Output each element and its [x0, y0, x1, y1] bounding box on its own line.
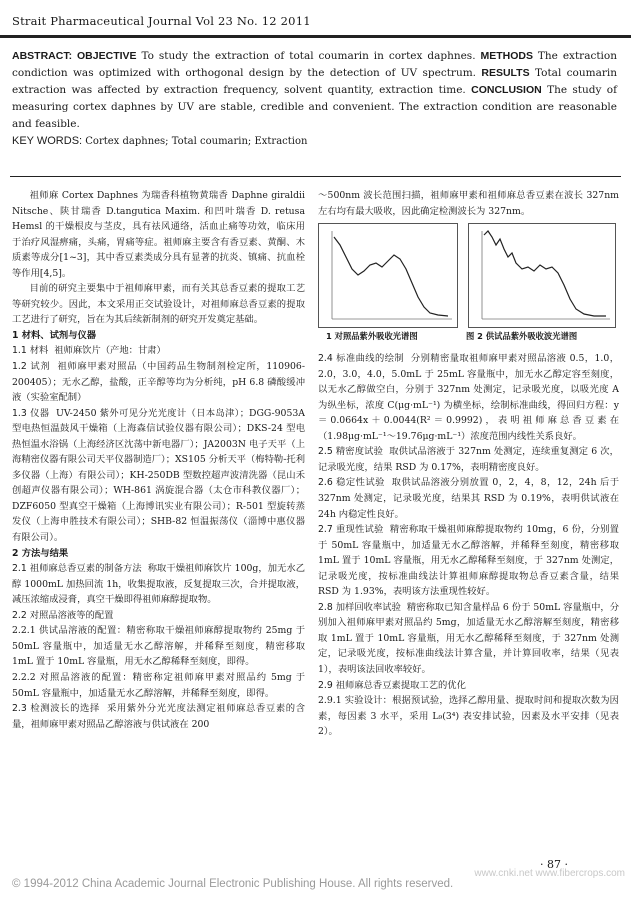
methods-label: METHODS — [480, 50, 533, 62]
conclusion-label: CONCLUSION — [471, 84, 542, 96]
section-2-9-heading: 2.9 祖师麻总香豆素提取工艺的优化 — [318, 679, 466, 691]
section-2-7-heading: 2.7 重现性试验 — [318, 524, 384, 536]
section-2-3-heading: 2.3 检测波长的选择 — [12, 703, 100, 715]
results-text: Total coumarin extraction was affected by extraction frequency, solvent quantity, extraction time. — [12, 67, 617, 96]
journal-header: Strait Pharmaceutical Journal Vol 23 No. 12 2011 — [12, 14, 311, 28]
section-2-1-heading: 2.1 祖师麻总香豆素的制备方法 — [12, 563, 142, 575]
header-rule — [0, 35, 631, 38]
left-column — [12, 188, 305, 848]
keywords-text: Cortex daphnes; Total coumarin; Extraction — [85, 136, 308, 147]
figure-1-frame — [319, 224, 458, 328]
figure-2-spectrum — [468, 223, 616, 328]
section-2-7-text: 精密称取干燥祖师麻醇提取物约 10mg，6 份，分别置于 50mL 容量瓶中，加适量无水乙醇溶解，并稀释至刻度，精密移取 1mL 置于 10mL 容量瓶，用无水乙醇稀释至刻度，于 327nm 处测定，记录吸光度，按标准曲线法计算祖师麻醇提取物总香豆素含量，结果 RSD 为 1.93%，表明该方法重现性较好。 — [318, 524, 619, 598]
section-2-2-2-text: 精密称定祖师麻甲素对照品约 5mg 于 50mL 容量瓶中，加适量无水乙醇溶解，并稀释至刻度，即得。 — [12, 671, 305, 699]
site-watermark: www.cnki.net www.fibercrops.com — [474, 868, 625, 879]
section-2-2-1-text: 精密称取干燥祖师麻醇提取物约 25mg 于 50mL 容量瓶中，加适量无水乙醇溶解，并稀释至刻度，精密移取 1mL 置于 10mL 容量瓶，用无水乙醇稀释至刻度，即得。 — [12, 625, 305, 668]
figure-1-spectrum — [318, 223, 458, 328]
methods-text: The extraction condiction was optimized with orthogonal design by the detection of UV spectrum. — [12, 50, 617, 79]
section-2-9-1-text: 根据预试验，选择乙醇用量、提取时间和提取次数为因素，每因素 3 水平，采用 L₉(3⁴) 表安排试验，因素及水平安排（见表 2）。 — [318, 695, 619, 738]
keywords-line — [12, 133, 617, 150]
section-2-4-text: 分别精密量取祖师麻甲素对照品溶液 0.5，1.0，2.0，3.0，4.0，5.0mL 于 25mL 容量瓶中，加无水乙醇定容至刻度，以无水乙醇做空白，分别于 327nm 处测定，记录吸光度，以吸光度 A 为纵坐标，浓度 C(μg·mL⁻¹) 为横坐标，绘制标准曲线，得回归方程：y＝0.0664x＋0.0044(R²＝0.9992)，表明祖师麻总香豆素在（1.98μg·mL⁻¹～19.76μg·mL⁻¹）浓度范围内线性关系良好。 — [318, 353, 619, 442]
abstract-rule — [10, 176, 621, 177]
section-2-4-heading: 2.4 标准曲线的绘制 — [318, 353, 405, 365]
section-2-6-text: 取供试品溶液分别放置 0，2，4，8，12，24h 后于 327nm 处测定，记录吸光度，结果其 RSD 为 0.19%，表明供试液在 24h 内稳定性良好。 — [318, 477, 619, 520]
section-2-5-text: 取供试品溶液于 327nm 处测定，连续重复测定 6 次，记录吸光度，结果 RSD 为 0.17%，表明精密度良好。 — [318, 446, 619, 473]
figure-2-caption: 图 2 供试品紫外吸收波光谱图 — [466, 331, 578, 342]
section-1-3-heading: 1.3 仪器 — [12, 407, 50, 419]
section-2-3-text: 采用紫外分光光度法测定祖师麻总香豆素的含量，祖师麻甲素对照品乙醇溶液与供试液在 200 — [12, 703, 305, 730]
section-1-3-text: UV-2450 紫外可见分光光度计（日本岛津）；DGG-9053A 型电热恒温鼓风干燥箱（上海森信试验仪器有限公司）；DKS-24 型电热恒温水浴锅（上海经济区沈荡中新电器厂）；JA2003N 电子天平（上海精密仪器有限公司天平仪器制造厂）；XS105 分析天平（梅特勒-托利多仪器（上海）有限公司）；KH-250DB 型数控超声波清洗器（昆山禾创超声仪器有限公司）；WH-861 涡旋混合器（太仓市科教仪器厂）；DZF6050 型真空干燥箱（上海博讯实业有限公司）；R-501 型旋转蒸发仪（上海申胜技术有限公司）；SHB-82 恒温振荡仪（淄博中惠仪器有限公司）。 — [12, 407, 305, 544]
copyright-footer: © 1994-2012 China Academic Journal Electronic Publishing House. All rights reserved. — [12, 878, 454, 890]
section-2-9-1-heading: 2.9.1 实验设计： — [318, 695, 393, 707]
conclusion-text: The study of measuring cortex daphnes by UV are stable, credible and convenient. The extraction condition are reasonable and feasible. — [12, 84, 617, 130]
section-2-heading: 2 方法与结果 — [12, 547, 69, 559]
section-2-2-1-heading: 2.2.1 供试品溶液的配置： — [12, 625, 127, 637]
section-1-2-text: 祖师麻甲素对照品（中国药品生物制剂检定所，110906-200405）；无水乙醇，盐酸，正辛醇等均为分析纯，pH 6.8 磷酸缓冲液（实验室配制） — [12, 361, 305, 404]
abstract-block — [12, 48, 617, 150]
results-label: RESULTS — [481, 67, 530, 79]
section-2-8-heading: 2.8 加样回收率试验 — [318, 601, 401, 613]
abstract-label: ABSTRACT: — [12, 50, 73, 62]
section-2-2-heading: 2.2 对照品溶液等的配置 — [12, 609, 114, 621]
keywords-label: KEY WORDS: — [12, 135, 83, 147]
right-column — [318, 188, 619, 848]
objective-label: OBJECTIVE — [77, 50, 137, 62]
section-2-1-text: 称取干燥祖师麻饮片 100g，加无水乙醇 1000mL 加热回流 1h，收集提取液，反复提取三次，合并提取液，减压浓缩成浸膏，真空干燥即得祖师麻醇提取物。 — [12, 563, 305, 606]
figures-row — [318, 223, 619, 351]
figure-1-caption: 1 对照品紫外吸收光谱图 — [326, 331, 418, 342]
section-1-1-heading: 1.1 材料 — [12, 345, 49, 357]
section-2-8-text: 精密称取已知含量样品 6 份于 50mL 容量瓶中，分别加入祖师麻甲素对照品约 5mg，加适量无水乙醇溶解至刻度，精密移取 1mL 置于 10mL 容量瓶，用无水乙醇稀释至刻度，于 327nm 处测定，记录吸光度，按标准曲线法计算含量，并计算回收率，结果（见表 1），表明该法回收率较好。 — [318, 601, 619, 676]
section-2-3-continued: ～500nm 波长范围扫描，祖师麻甲素和祖师麻总香豆素在波长 327nm 左右均有最大吸收，因此确定检测波长为 327nm。 — [318, 190, 619, 217]
section-2-6-heading: 2.6 稳定性试验 — [318, 477, 385, 489]
objective-text: To study the extraction of total coumarin in cortex daphnes. — [141, 50, 476, 62]
figure-2-curve — [484, 231, 606, 316]
page-number: · 87 · — [540, 858, 568, 871]
section-1-2-heading: 1.2 试剂 — [12, 361, 51, 373]
figure-1-curve — [334, 237, 448, 316]
section-2-2-2-heading: 2.2.2 对照品溶液的配置： — [12, 671, 133, 683]
figure-2-frame — [469, 224, 616, 328]
section-1-1-text: 祖师麻饮片（产地：甘肃） — [54, 345, 166, 357]
section-2-5-heading: 2.5 精密度试验 — [318, 446, 384, 458]
intro-paragraph-1: 祖师麻 Cortex Daphnes 为瑞香科植物黄瑞香 Daphne giraldii Nitsche、陕甘瑞香 D.tangutica Maxim. 和凹叶瑞香 D. retusa Hemsl 的干燥根皮与茎皮，具有祛风通络，活血止痛等功效，临床用于治疗风湿痹痛，头痛，胃痛等症。祖师麻主要含有香豆素、黄酮、木质素等成分[1~3]，其中香豆素类成分具有显著的抗炎、镇痛、抗血栓等作用[4,5]。 — [12, 190, 305, 279]
section-1-heading: 1 材料、试剂与仪器 — [12, 329, 97, 341]
intro-paragraph-2: 目前的研究主要集中于祖师麻甲素，而有关其总香豆素的提取工艺等研究较少。因此，本文采用正交试验设计，对祖师麻总香豆素的提取工艺进行了研究，旨在为其后续新制剂的研究开发奠定基础。 — [12, 283, 305, 326]
